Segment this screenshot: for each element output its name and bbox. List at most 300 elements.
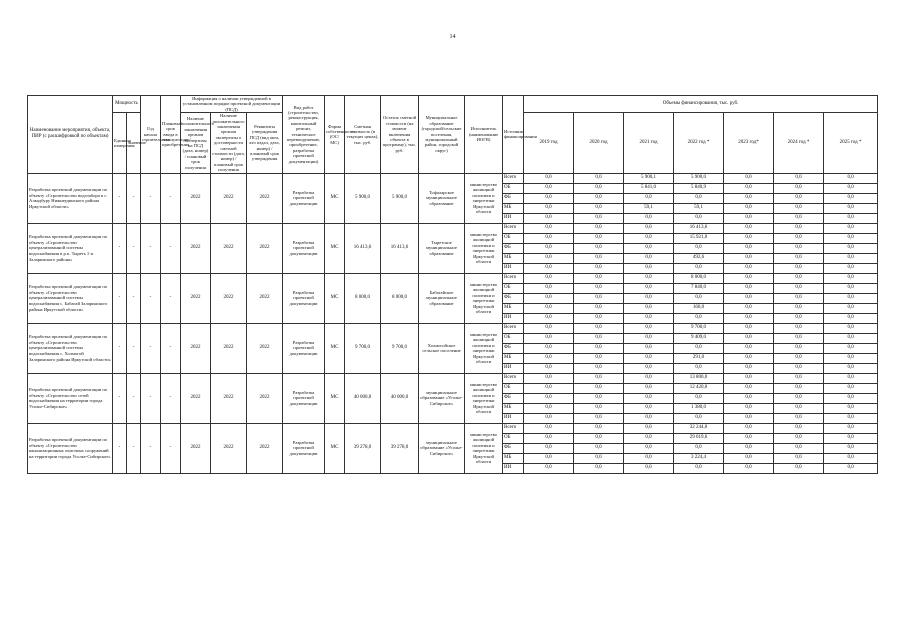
- funding-value-cell: 0,0: [724, 193, 774, 203]
- source-cell: ФБ: [503, 343, 524, 353]
- funding-value-cell: 0,0: [724, 293, 774, 303]
- funding-value-cell: 0,0: [574, 323, 624, 333]
- source-cell: ИИ: [503, 463, 524, 473]
- funding-value-cell: 0,0: [524, 253, 574, 263]
- funding-value-cell: 15 921,0: [674, 233, 724, 243]
- financing-table: [27, 95, 878, 474]
- municipality-cell: муниципальное образование «Усолье-Сибирское»: [419, 423, 465, 473]
- plan-year-cell: -: [161, 273, 181, 323]
- source-cell: Всего: [503, 223, 524, 233]
- funding-value-cell: 0,0: [724, 273, 774, 283]
- funding-value-cell: 0,0: [774, 413, 824, 423]
- object-name-cell: Разработка проектной документации по объекту «Строительство централизованной системы водоснабжения с. Холмогой Заларинского района Иркутской области»: [28, 323, 113, 373]
- funding-value-cell: 492,6: [674, 253, 724, 263]
- funding-value-cell: 16 413,6: [674, 223, 724, 233]
- funding-value-cell: 0,0: [574, 223, 624, 233]
- funding-value-cell: 0,0: [774, 303, 824, 313]
- funding-value-cell: 0,0: [624, 193, 674, 203]
- ownership-cell: МС: [325, 223, 345, 273]
- funding-value-cell: 0,0: [824, 253, 878, 263]
- funding-value-cell: 0,0: [774, 363, 824, 373]
- funding-value-cell: 0,0: [674, 363, 724, 373]
- funding-value-cell: 5 900,0: [674, 173, 724, 183]
- table-row: [28, 373, 878, 383]
- funding-value-cell: 1 380,0: [674, 403, 724, 413]
- capacity-unit-cell: -: [113, 423, 127, 473]
- funding-value-cell: 0,0: [724, 283, 774, 293]
- funding-value-cell: 0,0: [524, 353, 574, 363]
- header-capacity-unit: Единица измерения: [113, 113, 127, 173]
- work-type-cell: Разработка проектной документации: [283, 223, 325, 273]
- funding-value-cell: 0,0: [724, 363, 774, 373]
- object-name-cell: Разработка проектной документации по объекту «Строительство централизованной системы водоснабжения с. Бабагай Заларинского района Иркутской области»: [28, 273, 113, 323]
- funding-value-cell: 0,0: [674, 313, 724, 323]
- funding-value-cell: 0,0: [524, 283, 574, 293]
- funding-value-cell: 0,0: [774, 213, 824, 223]
- funding-value-cell: 0,0: [774, 393, 824, 403]
- header-year-2020: 2020 год: [574, 113, 624, 173]
- header-name: Наименование мероприятия, объекта, ПИР (с расшифровкой по объектам): [28, 96, 113, 174]
- page-number: 14: [449, 34, 456, 40]
- funding-value-cell: 0,0: [524, 333, 574, 343]
- funding-value-cell: 0,0: [624, 403, 674, 413]
- funding-value-cell: 0,0: [824, 443, 878, 453]
- funding-value-cell: 0,0: [824, 173, 878, 183]
- source-cell: Всего: [503, 273, 524, 283]
- funding-value-cell: 291,0: [674, 353, 724, 363]
- capacity-unit-cell: -: [113, 273, 127, 323]
- executor-cell: министерство жилищной политики и энергетики Иркутской области: [465, 423, 503, 473]
- funding-value-cell: 0,0: [524, 223, 574, 233]
- psd-approval-cell: 2022: [247, 173, 283, 223]
- funding-value-cell: 9 409,0: [674, 333, 724, 343]
- remaining-cell: 40 000,0: [381, 373, 419, 423]
- capacity-unit-cell: -: [113, 323, 127, 373]
- remaining-cell: 8 000,0: [381, 273, 419, 323]
- funding-value-cell: 0,0: [724, 263, 774, 273]
- remaining-cell: 5 900,0: [381, 173, 419, 223]
- header-year-2019: 2019 год: [524, 113, 574, 173]
- psd-reliability-cell: 2022: [211, 373, 247, 423]
- funding-value-cell: 0,0: [624, 283, 674, 293]
- plan-year-cell: -: [161, 223, 181, 273]
- funding-value-cell: 5 841,0: [624, 183, 674, 193]
- ownership-cell: МС: [325, 423, 345, 473]
- funding-value-cell: 0,0: [774, 313, 824, 323]
- funding-value-cell: 0,0: [774, 263, 824, 273]
- estimate-cell: 16 413,6: [345, 223, 381, 273]
- funding-value-cell: 0,0: [774, 223, 824, 233]
- source-cell: МБ: [503, 353, 524, 363]
- funding-value-cell: 0,0: [524, 403, 574, 413]
- funding-value-cell: 0,0: [524, 233, 574, 243]
- funding-value-cell: 0,0: [724, 403, 774, 413]
- funding-value-cell: 0,0: [674, 463, 724, 473]
- funding-value-cell: 0,0: [774, 383, 824, 393]
- ownership-cell: МС: [325, 273, 345, 323]
- header-year-2023: 2023 год*: [724, 113, 774, 173]
- object-name-cell: Разработка проектной документации по объекту «Строительство централизованной системы водоснабжения в р.п. Тыреть 1-я Заларинского района»: [28, 223, 113, 273]
- funding-value-cell: 0,0: [624, 263, 674, 273]
- funding-value-cell: 0,0: [824, 333, 878, 343]
- funding-value-cell: 0,0: [724, 443, 774, 453]
- funding-value-cell: 0,0: [574, 303, 624, 313]
- funding-value-cell: 0,0: [724, 423, 774, 433]
- funding-value-cell: 0,0: [524, 293, 574, 303]
- funding-value-cell: 0,0: [574, 413, 624, 423]
- ownership-cell: МС: [325, 373, 345, 423]
- funding-value-cell: 0,0: [724, 383, 774, 393]
- funding-value-cell: 0,0: [524, 463, 574, 473]
- plan-year-cell: -: [161, 373, 181, 423]
- funding-value-cell: 0,0: [624, 373, 674, 383]
- funding-value-cell: 59,1: [624, 203, 674, 213]
- funding-value-cell: 0,0: [524, 343, 574, 353]
- funding-value-cell: 0,0: [724, 253, 774, 263]
- funding-value-cell: 0,0: [674, 413, 724, 423]
- header-psd-approval: Реквизиты утверждения ПСД (вид акта, кто издал, дата, номер) / плановый срок утверждения: [247, 113, 283, 173]
- funding-value-cell: 0,0: [574, 373, 624, 383]
- funding-value-cell: 32 244,0: [674, 423, 724, 433]
- plan-year-cell: -: [161, 423, 181, 473]
- funding-value-cell: 0,0: [574, 193, 624, 203]
- funding-value-cell: 0,0: [824, 243, 878, 253]
- municipality-cell: Холмогойское сельское поселение: [419, 323, 465, 373]
- funding-value-cell: 0,0: [574, 443, 624, 453]
- remaining-cell: 16 413,6: [381, 223, 419, 273]
- psd-reliability-cell: 2022: [211, 173, 247, 223]
- funding-value-cell: 0,0: [674, 393, 724, 403]
- funding-value-cell: 0,0: [774, 203, 824, 213]
- table-row: [28, 273, 878, 283]
- funding-value-cell: 0,0: [774, 173, 824, 183]
- funding-value-cell: 0,0: [674, 343, 724, 353]
- funding-value-cell: 0,0: [674, 243, 724, 253]
- funding-value-cell: 0,0: [624, 463, 674, 473]
- source-cell: ИИ: [503, 313, 524, 323]
- funding-value-cell: 0,0: [774, 253, 824, 263]
- funding-value-cell: 5 900,1: [624, 173, 674, 183]
- work-type-cell: Разработка проектной документации: [283, 273, 325, 323]
- capacity-unit-cell: -: [113, 223, 127, 273]
- funding-value-cell: 0,0: [824, 273, 878, 283]
- funding-value-cell: 0,0: [724, 333, 774, 343]
- remaining-cell: 39 278,0: [381, 423, 419, 473]
- funding-value-cell: 0,0: [774, 233, 824, 243]
- funding-value-cell: 0,0: [574, 263, 624, 273]
- funding-value-cell: 0,0: [724, 183, 774, 193]
- funding-value-cell: 0,0: [574, 383, 624, 393]
- funding-value-cell: 0,0: [674, 193, 724, 203]
- funding-value-cell: 0,0: [824, 223, 878, 233]
- funding-value-cell: 0,0: [574, 213, 624, 223]
- funding-value-cell: 0,0: [624, 223, 674, 233]
- funding-value-cell: 0,0: [574, 363, 624, 373]
- funding-value-cell: 0,0: [774, 423, 824, 433]
- funding-value-cell: 0,0: [524, 203, 574, 213]
- funding-value-cell: 0,0: [774, 193, 824, 203]
- header-ownership: Форма собственности (ОС/МС): [325, 96, 345, 174]
- psd-reliability-cell: 2022: [211, 423, 247, 473]
- funding-value-cell: 0,0: [774, 283, 824, 293]
- funding-value-cell: 0,0: [574, 283, 624, 293]
- funding-value-cell: 0,0: [724, 323, 774, 333]
- executor-cell: министерство жилищной политики и энергетики Иркутской области: [465, 173, 503, 223]
- source-cell: ФБ: [503, 243, 524, 253]
- funding-value-cell: 13 800,0: [674, 373, 724, 383]
- funding-value-cell: 0,0: [574, 313, 624, 323]
- funding-value-cell: 0,0: [774, 373, 824, 383]
- funding-value-cell: 0,0: [824, 193, 878, 203]
- executor-cell: министерство жилищной политики и энергетики Иркутской области: [465, 273, 503, 323]
- source-cell: ИИ: [503, 363, 524, 373]
- funding-value-cell: 0,0: [524, 303, 574, 313]
- funding-value-cell: 0,0: [524, 213, 574, 223]
- psd-reliability-cell: 2022: [211, 323, 247, 373]
- executor-cell: министерство жилищной политики и энергетики Иркутской области: [465, 323, 503, 373]
- header-remaining: Остаток сметной стоимости (на момент включения объекта в программу), тыс. руб.: [381, 96, 419, 174]
- funding-value-cell: 0,0: [824, 423, 878, 433]
- table-row: [28, 423, 878, 433]
- funding-value-cell: 0,0: [774, 293, 824, 303]
- object-name-cell: Разработка проектной документации по объекту «Строительство водозабора в с. Алкадбуру Нижнеудинского района Иркутской области»: [28, 173, 113, 223]
- funding-value-cell: 0,0: [574, 353, 624, 363]
- table-row: [28, 323, 878, 333]
- header-start-year: Год начала строительства: [141, 96, 161, 174]
- funding-value-cell: 0,0: [624, 293, 674, 303]
- source-cell: ИИ: [503, 263, 524, 273]
- psd-positive-cell: 2022: [181, 323, 211, 373]
- funding-value-cell: 0,0: [524, 443, 574, 453]
- header-capacity-value: Значение: [127, 113, 141, 173]
- estimate-cell: 39 278,0: [345, 423, 381, 473]
- funding-value-cell: 0,0: [624, 243, 674, 253]
- funding-value-cell: 0,0: [724, 303, 774, 313]
- executor-cell: министерство жилищной политики и энергетики Иркутской области: [465, 373, 503, 423]
- funding-value-cell: 0,0: [624, 343, 674, 353]
- funding-value-cell: 0,0: [824, 203, 878, 213]
- funding-value-cell: 0,0: [574, 293, 624, 303]
- source-cell: Всего: [503, 173, 524, 183]
- source-cell: МБ: [503, 403, 524, 413]
- capacity-value-cell: -: [127, 423, 141, 473]
- funding-value-cell: 0,0: [524, 173, 574, 183]
- source-cell: МБ: [503, 303, 524, 313]
- funding-value-cell: 0,0: [824, 393, 878, 403]
- funding-value-cell: 0,0: [824, 433, 878, 443]
- funding-value-cell: 0,0: [724, 373, 774, 383]
- funding-value-cell: 0,0: [824, 363, 878, 373]
- funding-value-cell: 0,0: [574, 453, 624, 463]
- source-cell: МБ: [503, 453, 524, 463]
- funding-value-cell: 0,0: [774, 343, 824, 353]
- funding-value-cell: 0,0: [624, 253, 674, 263]
- funding-value-cell: 12 420,0: [674, 383, 724, 393]
- funding-value-cell: 0,0: [774, 323, 824, 333]
- funding-value-cell: 0,0: [674, 213, 724, 223]
- funding-value-cell: 0,0: [774, 443, 824, 453]
- funding-value-cell: 0,0: [624, 213, 674, 223]
- funding-value-cell: 0,0: [774, 243, 824, 253]
- capacity-value-cell: -: [127, 373, 141, 423]
- psd-positive-cell: 2022: [181, 273, 211, 323]
- source-cell: ФБ: [503, 443, 524, 453]
- funding-value-cell: 160,0: [674, 303, 724, 313]
- source-cell: ОБ: [503, 233, 524, 243]
- funding-value-cell: 7 840,0: [674, 283, 724, 293]
- funding-value-cell: 0,0: [674, 263, 724, 273]
- funding-value-cell: 0,0: [624, 453, 674, 463]
- funding-value-cell: 0,0: [574, 333, 624, 343]
- funding-value-cell: 0,0: [674, 293, 724, 303]
- funding-value-cell: 0,0: [724, 393, 774, 403]
- work-type-cell: Разработка проектной документации: [283, 173, 325, 223]
- funding-value-cell: 0,0: [524, 453, 574, 463]
- funding-value-cell: 0,0: [724, 463, 774, 473]
- funding-value-cell: 0,0: [824, 263, 878, 273]
- funding-value-cell: 0,0: [724, 233, 774, 243]
- source-cell: Всего: [503, 373, 524, 383]
- funding-value-cell: 0,0: [824, 453, 878, 463]
- funding-value-cell: 0,0: [624, 303, 674, 313]
- funding-value-cell: 0,0: [624, 433, 674, 443]
- funding-value-cell: 0,0: [774, 433, 824, 443]
- remaining-cell: 9 700,0: [381, 323, 419, 373]
- capacity-value-cell: -: [127, 173, 141, 223]
- funding-value-cell: 0,0: [774, 463, 824, 473]
- municipality-cell: Тыретское муниципальное образование: [419, 223, 465, 273]
- funding-value-cell: 0,0: [574, 343, 624, 353]
- funding-value-cell: 0,0: [524, 183, 574, 193]
- funding-value-cell: 0,0: [624, 323, 674, 333]
- funding-value-cell: 0,0: [824, 403, 878, 413]
- funding-value-cell: 0,0: [774, 183, 824, 193]
- funding-value-cell: 0,0: [824, 293, 878, 303]
- header-municipality: Муниципальное образование (городской/сельские поселения, муниципальный район, городской округ): [419, 96, 465, 174]
- funding-value-cell: 0,0: [624, 443, 674, 453]
- funding-value-cell: 0,0: [824, 313, 878, 323]
- funding-value-cell: 5 840,9: [674, 183, 724, 193]
- psd-approval-cell: 2022: [247, 323, 283, 373]
- source-cell: ОБ: [503, 333, 524, 343]
- funding-value-cell: 0,0: [824, 413, 878, 423]
- psd-reliability-cell: 2022: [211, 223, 247, 273]
- funding-value-cell: 0,0: [824, 213, 878, 223]
- funding-value-cell: 0,0: [624, 393, 674, 403]
- source-cell: ИИ: [503, 413, 524, 423]
- funding-value-cell: 0,0: [824, 463, 878, 473]
- header-executor: Исполнитель (наименование ИОГВ): [465, 96, 503, 174]
- object-name-cell: Разработка проектной документации по объекту «Строительство канализационных очистных сооружений на территории города Усолье-Сибирское»: [28, 423, 113, 473]
- funding-value-cell: 0,0: [574, 393, 624, 403]
- source-cell: МБ: [503, 203, 524, 213]
- funding-value-cell: 0,0: [524, 273, 574, 283]
- funding-value-cell: 0,0: [724, 413, 774, 423]
- psd-approval-cell: 2022: [247, 423, 283, 473]
- funding-value-cell: 0,0: [524, 393, 574, 403]
- executor-cell: министерство жилищной политики и энергетики Иркутской области: [465, 223, 503, 273]
- funding-value-cell: 0,0: [774, 333, 824, 343]
- funding-value-cell: 0,0: [724, 203, 774, 213]
- funding-value-cell: 0,0: [624, 333, 674, 343]
- funding-value-cell: 29 019,6: [674, 433, 724, 443]
- funding-value-cell: 0,0: [574, 423, 624, 433]
- header-plan-year: Плановый срок ввода в эксплуатацию/приобретения: [161, 96, 181, 174]
- estimate-cell: 40 000,0: [345, 373, 381, 423]
- source-cell: МБ: [503, 253, 524, 263]
- start-year-cell: -: [141, 273, 161, 323]
- funding-value-cell: 0,0: [824, 343, 878, 353]
- funding-value-cell: 0,0: [724, 213, 774, 223]
- header-year-2022: 2022 год *: [674, 113, 724, 173]
- funding-value-cell: 0,0: [574, 183, 624, 193]
- funding-value-cell: 0,0: [574, 173, 624, 183]
- funding-value-cell: 0,0: [524, 433, 574, 443]
- funding-value-cell: 0,0: [524, 193, 574, 203]
- funding-value-cell: 0,0: [574, 233, 624, 243]
- funding-value-cell: 0,0: [624, 413, 674, 423]
- funding-value-cell: 0,0: [524, 363, 574, 373]
- psd-positive-cell: 2022: [181, 223, 211, 273]
- funding-value-cell: 0,0: [774, 403, 824, 413]
- plan-year-cell: -: [161, 173, 181, 223]
- funding-value-cell: 0,0: [624, 313, 674, 323]
- funding-value-cell: 0,0: [824, 373, 878, 383]
- funding-value-cell: 0,0: [774, 273, 824, 283]
- table-row: [28, 223, 878, 233]
- ownership-cell: МС: [325, 173, 345, 223]
- capacity-unit-cell: -: [113, 173, 127, 223]
- header-work-type: Вид работ (строительство, реконструкция, капитальный ремонт, техническое перевооружение, приобретение, разработка проектной документации): [283, 96, 325, 174]
- header-psd-positive: Наличие положительного заключения органов экспертизы на ПСД (дата, номер) / плановый срок получения: [181, 113, 211, 173]
- psd-positive-cell: 2022: [181, 173, 211, 223]
- object-name-cell: Разработка проектной документации по объекту «Строительство сетей водоснабжения на территории города Усолье-Сибирское»: [28, 373, 113, 423]
- capacity-value-cell: -: [127, 223, 141, 273]
- start-year-cell: -: [141, 173, 161, 223]
- funding-value-cell: 0,0: [824, 323, 878, 333]
- capacity-value-cell: -: [127, 323, 141, 373]
- work-type-cell: Разработка проектной документации: [283, 423, 325, 473]
- header-year-2024: 2024 год *: [774, 113, 824, 173]
- funding-value-cell: 0,0: [774, 453, 824, 463]
- table-row: [28, 173, 878, 183]
- funding-value-cell: 0,0: [624, 423, 674, 433]
- funding-value-cell: 3 224,4: [674, 453, 724, 463]
- funding-value-cell: 0,0: [574, 203, 624, 213]
- funding-value-cell: 0,0: [524, 323, 574, 333]
- header-source: Источник финансирования: [503, 96, 524, 174]
- plan-year-cell: -: [161, 323, 181, 373]
- funding-value-cell: 0,0: [724, 433, 774, 443]
- funding-value-cell: 0,0: [574, 273, 624, 283]
- table-body: [28, 173, 878, 473]
- municipality-cell: Тофаларское муниципальное образование: [419, 173, 465, 223]
- start-year-cell: -: [141, 423, 161, 473]
- funding-value-cell: 0,0: [824, 233, 878, 243]
- source-cell: ОБ: [503, 383, 524, 393]
- funding-value-cell: 0,0: [824, 303, 878, 313]
- funding-value-cell: 0,0: [824, 353, 878, 363]
- estimate-cell: 8 000,0: [345, 273, 381, 323]
- psd-approval-cell: 2022: [247, 223, 283, 273]
- psd-approval-cell: 2022: [247, 373, 283, 423]
- funding-value-cell: 0,0: [624, 233, 674, 243]
- funding-value-cell: 0,0: [724, 353, 774, 363]
- start-year-cell: -: [141, 373, 161, 423]
- funding-value-cell: 0,0: [524, 423, 574, 433]
- estimate-cell: 5 900,0: [345, 173, 381, 223]
- header-year-2021: 2021 год: [624, 113, 674, 173]
